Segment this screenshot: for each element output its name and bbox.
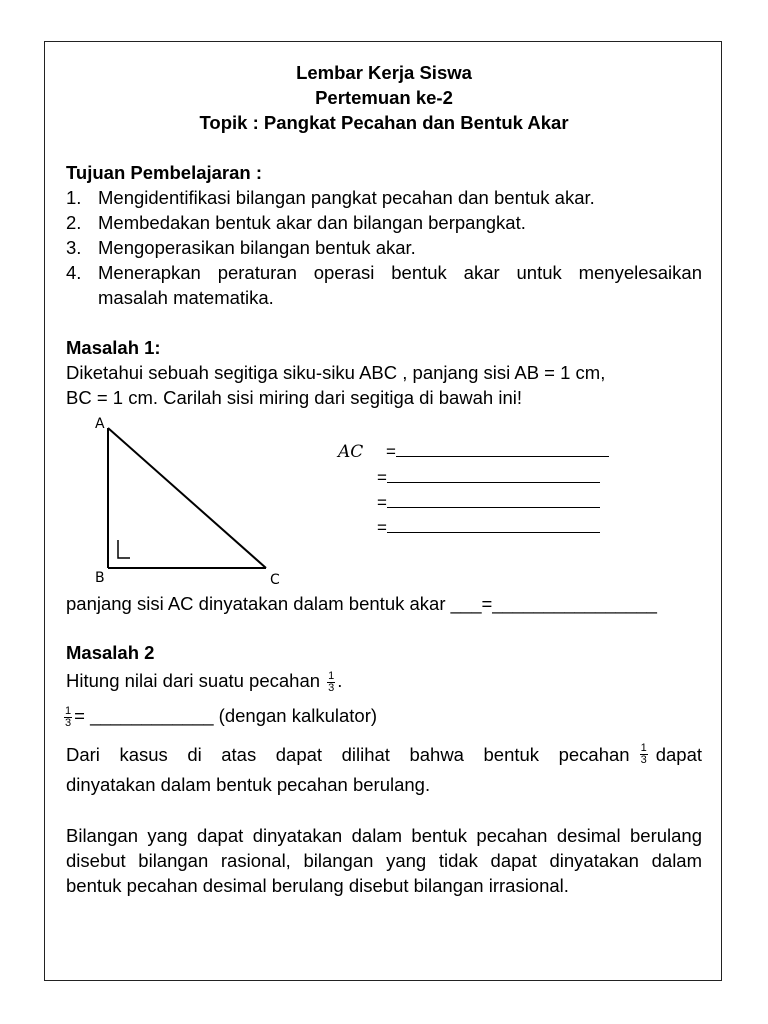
- objective-item-continued: masalah matematika.: [98, 287, 274, 308]
- fraction-denominator: 3: [328, 681, 335, 694]
- answer-blank[interactable]: [396, 442, 609, 457]
- objective-number: 4.: [66, 262, 82, 283]
- triangle-side-ac: [108, 428, 266, 568]
- problem-2-text-part: Hitung nilai dari suatu pecahan: [66, 670, 326, 691]
- right-angle-marker: [118, 540, 130, 558]
- objective-item: Membedakan bentuk akar dan bilangan berpangkat.: [98, 212, 526, 233]
- fraction-denominator: 3: [65, 716, 72, 729]
- meeting-label: Pertemuan ke-2: [315, 87, 453, 108]
- fraction-denominator: 3: [640, 754, 647, 766]
- equals-sign: =: [377, 518, 387, 537]
- answer-blank[interactable]: [387, 493, 600, 508]
- answer-line: [377, 518, 600, 538]
- vertex-b-label: B: [95, 570, 105, 586]
- equals-sign: =: [386, 442, 396, 461]
- objective-item: Menerapkan peraturan operasi bentuk akar untuk menyelesaikan: [98, 262, 702, 283]
- problem-2-text-part: .: [337, 670, 343, 691]
- answer-line: [338, 442, 609, 462]
- answer-line: [377, 468, 600, 488]
- ac-label: AC: [338, 442, 364, 462]
- objective-number: 1.: [66, 187, 82, 208]
- answer-blank[interactable]: [387, 518, 600, 533]
- vertex-a-label: A: [95, 416, 105, 432]
- vertex-c-label: C: [270, 572, 280, 588]
- fraction-one-third: [64, 706, 72, 729]
- observation-text: Dari kasus di atas dapat dilihat bahwa bentuk pecahan: [66, 743, 630, 765]
- objective-item: Mengoperasikan bilangan bentuk akar.: [98, 237, 416, 258]
- problem-2-heading: Masalah 2: [66, 642, 155, 663]
- problem-2-observation-continued: dinyatakan dalam bentuk pecahan berulang.: [66, 774, 431, 795]
- problem-2-text: [66, 670, 342, 694]
- problem-2-observation: [66, 743, 702, 766]
- rational-definition-paragraph: Bilangan yang dapat dinyatakan dalam bentuk pecahan desimal berulang disebut bilangan rasional, bilangan yang tidak dapat dinyatakan dalam bentuk pecahan desimal berulang disebut bilangan irrasional.: [66, 825, 702, 896]
- fraction-numerator: 1: [328, 669, 335, 682]
- answer-blank[interactable]: [387, 468, 600, 483]
- objective-number: 2.: [66, 212, 82, 233]
- equals-sign: =: [377, 468, 387, 487]
- objective-number: 3.: [66, 237, 82, 258]
- problem-1-heading: Masalah 1:: [66, 337, 161, 358]
- objective-item: Mengidentifikasi bilangan pangkat pecahan dan bentuk akar.: [98, 187, 595, 208]
- answer-line: [377, 493, 600, 513]
- problem-1-text: BC = 1 cm. Carilah sisi miring dari segitiga di bawah ini!: [66, 387, 523, 408]
- fraction-one-third: [640, 743, 648, 766]
- fraction-numerator: 1: [640, 742, 647, 754]
- calculator-line: [64, 705, 377, 729]
- fraction-one-third: [327, 671, 335, 694]
- topic-title: Topik : Pangkat Pecahan dan Bentuk Akar: [199, 112, 569, 133]
- observation-text: dapat: [655, 743, 702, 765]
- objectives-heading: Tujuan Pembelajaran :: [66, 162, 263, 183]
- worksheet-title: Lembar Kerja Siswa: [296, 62, 472, 83]
- problem-1-conclusion: panjang sisi AC dinyatakan dalam bentuk akar ___=________________: [66, 593, 657, 614]
- problem-1-text: Diketahui sebuah segitiga siku-siku ABC , panjang sisi AB = 1 cm,: [66, 362, 606, 383]
- fraction-numerator: 1: [65, 704, 72, 717]
- calculator-line-text: = ____________ (dengan kalkulator): [74, 705, 378, 726]
- equals-sign: =: [377, 493, 387, 512]
